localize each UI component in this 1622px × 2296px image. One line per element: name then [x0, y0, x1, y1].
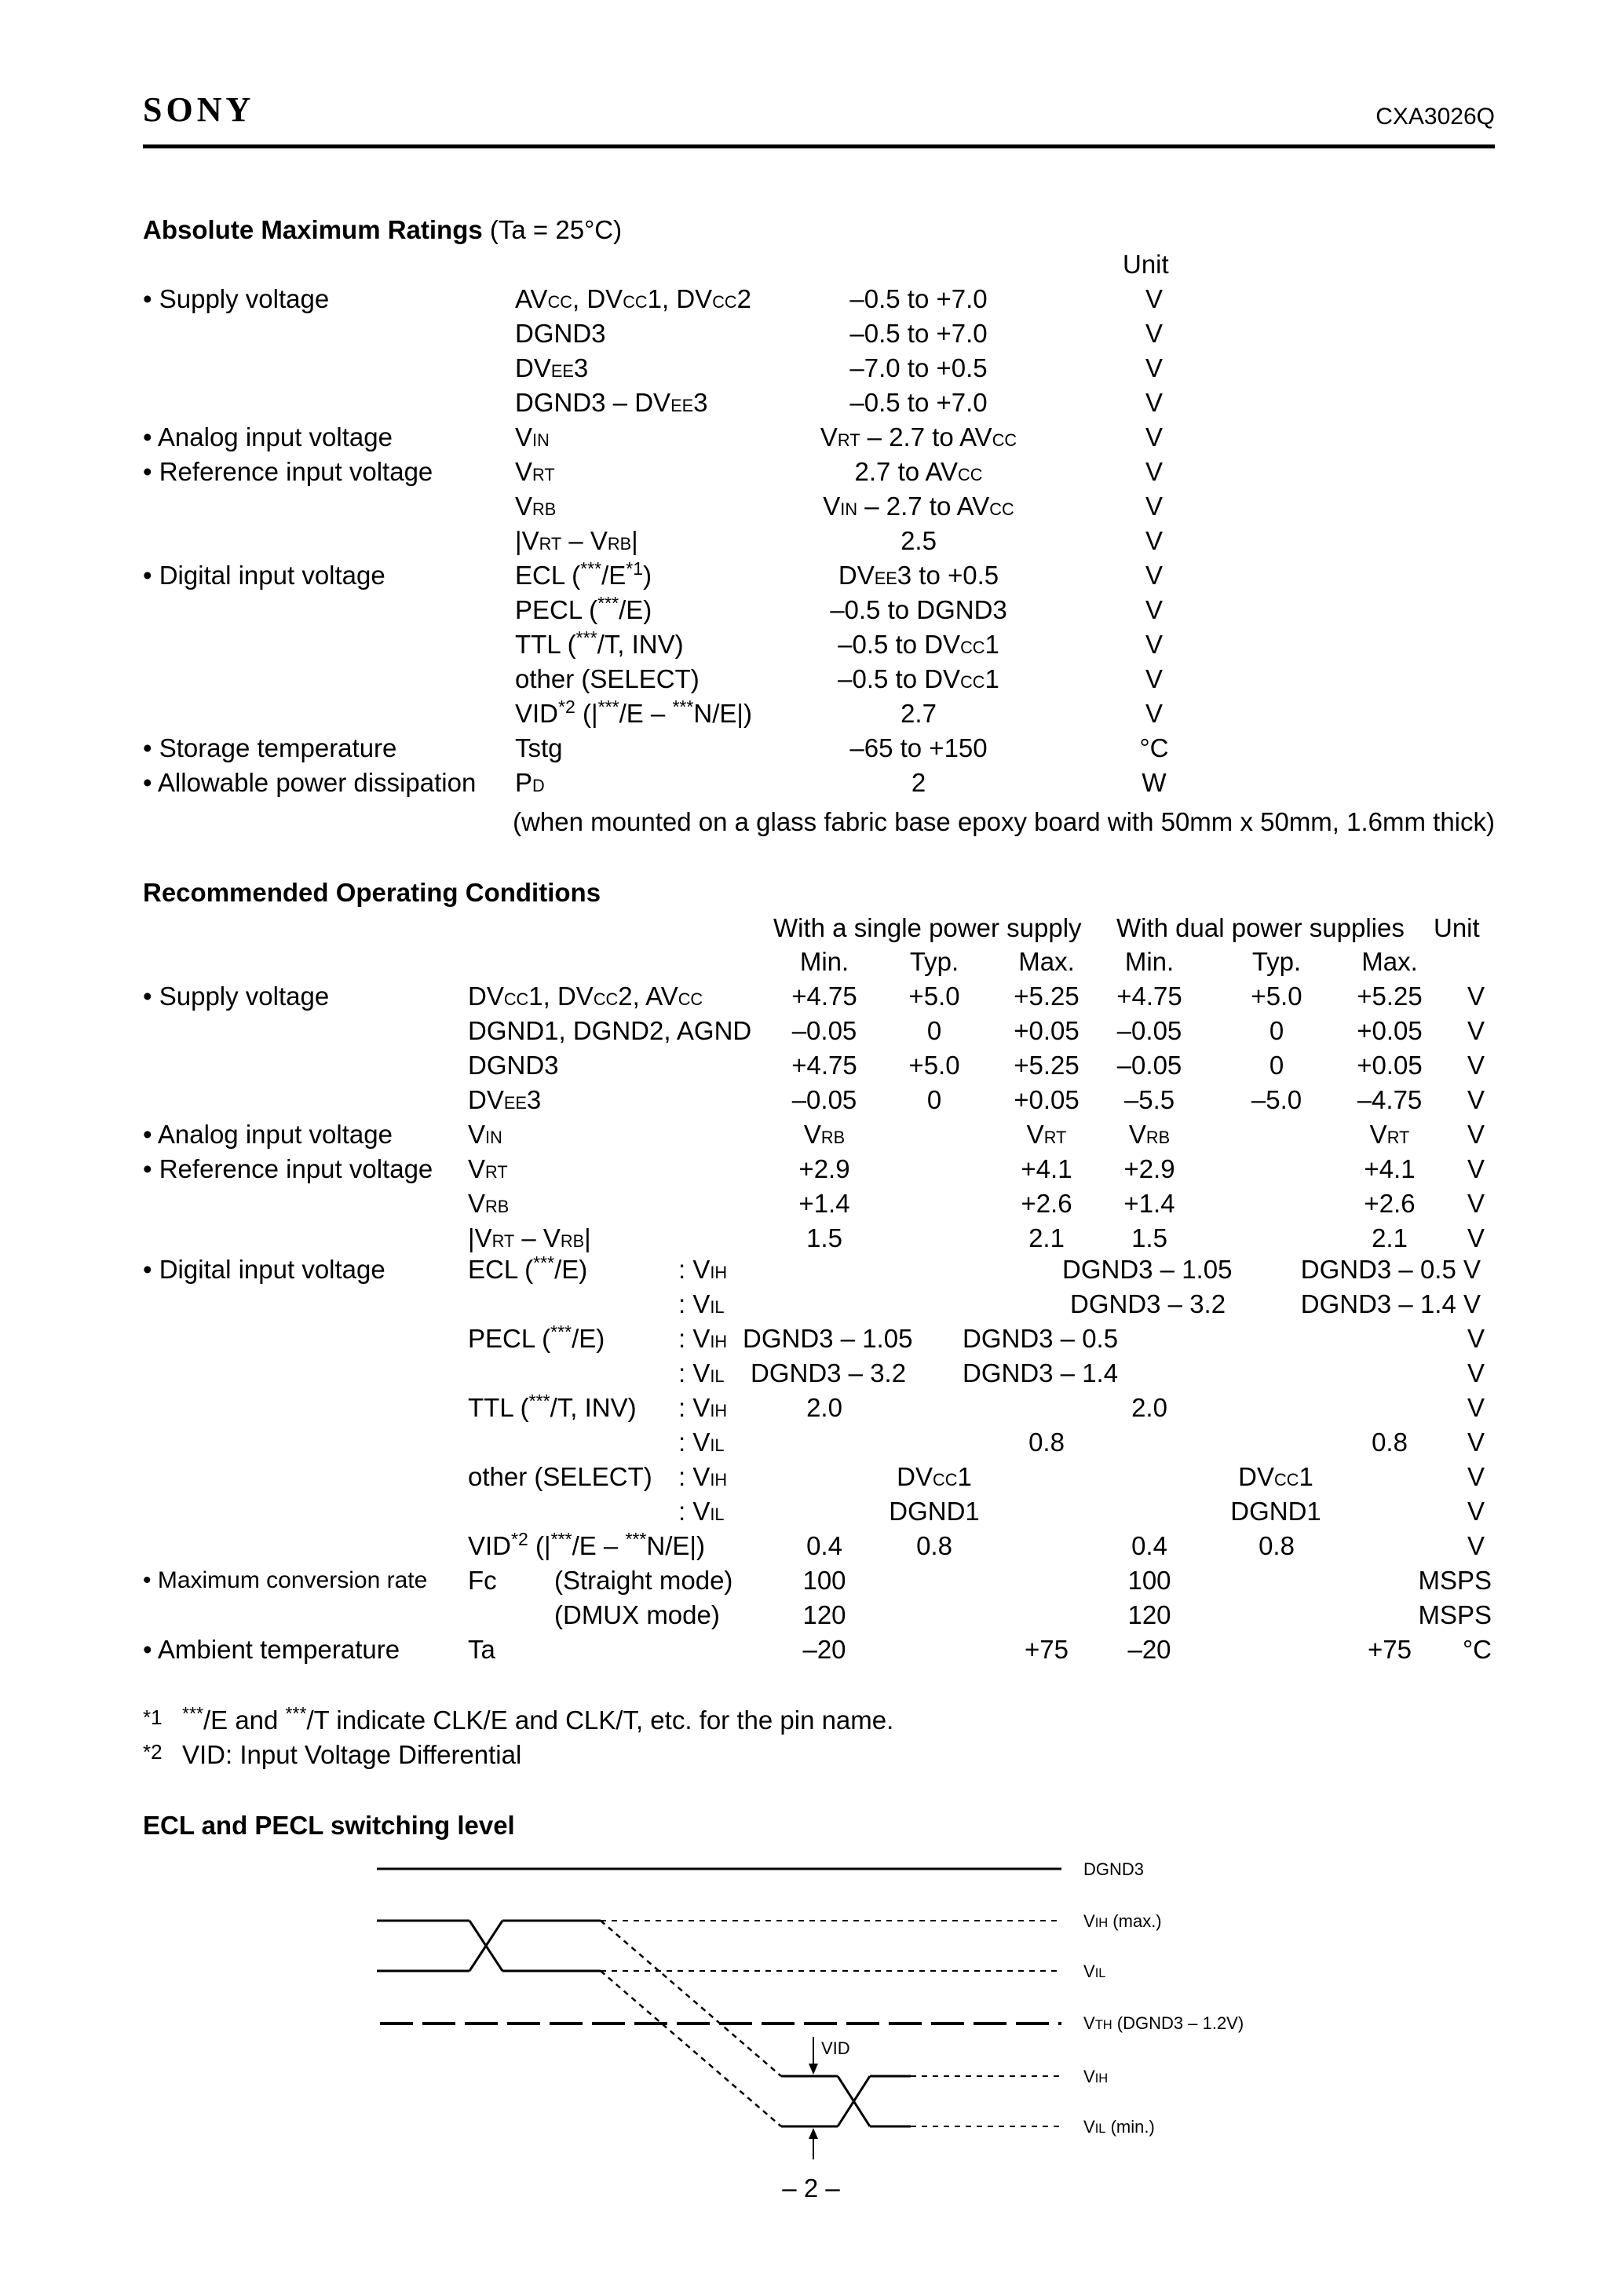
- roc-cell: +2.9: [798, 1154, 850, 1183]
- amr-symbol: Tstg: [515, 733, 563, 762]
- ta-label: • Ambient temperature: [143, 1635, 400, 1664]
- label-vil: VIL: [1083, 1961, 1106, 1981]
- roc-cell: +4.75: [791, 982, 857, 1011]
- roc-cell: 0: [1269, 1051, 1284, 1080]
- vid-col-4: 0.8: [1259, 1531, 1295, 1560]
- amr-symbol: ECL $(^{***}/E^{*1})$: [515, 558, 652, 590]
- amr-unit: V: [1145, 664, 1163, 693]
- amr-label: • Digital input voltage: [143, 561, 385, 590]
- amr-value: –0.5 to DVCC1: [838, 664, 999, 693]
- ecl-symbol: ECL (***/E): [468, 1252, 588, 1284]
- ta-unit: °C: [1462, 1635, 1492, 1664]
- other-symbol: other (SELECT): [468, 1462, 652, 1491]
- roc-cell: +0.05: [1357, 1051, 1423, 1080]
- other-vil-unit: V: [1467, 1497, 1485, 1526]
- roc-title: Recommended Operating Conditions: [143, 878, 601, 907]
- amr-label: • Analog input voltage: [143, 422, 393, 452]
- roc-symbol: DVCC1, DVCC2, AVCC: [468, 982, 703, 1011]
- amr-note: (when mounted on a glass fabric base epoxy board with 50mm x 50mm, 1.6mm thick): [513, 807, 1495, 836]
- roc-label: • Analog input voltage: [143, 1120, 393, 1149]
- fc-symbol: Fc: [468, 1566, 497, 1595]
- roc-cell: –4.75: [1357, 1085, 1423, 1114]
- roc-cell: VRB: [1128, 1120, 1171, 1149]
- roc-cell: –0.05: [1116, 1051, 1182, 1080]
- fc-dmux-unit: MSPS: [1418, 1600, 1492, 1629]
- roc-symbol: |VRT – VRB|: [468, 1223, 591, 1252]
- pecl-vih-unit: V: [1467, 1324, 1485, 1353]
- amr-symbol: DVEE3: [515, 353, 589, 382]
- pecl-vih-max: DGND3 – 0.5: [963, 1324, 1119, 1353]
- amr-unit: V: [1145, 526, 1163, 555]
- roc-cell: –0.05: [791, 1016, 857, 1045]
- amr-value: 2: [911, 768, 926, 797]
- amr-label: • Reference input voltage: [143, 457, 433, 486]
- footnote-1-text: ***/E and ***/T indicate CLK/E and CLK/T, etc. for the pin name.: [182, 1703, 894, 1735]
- amr-unit: V: [1145, 319, 1163, 348]
- fc-straight-unit: MSPS: [1418, 1566, 1492, 1595]
- part-number: CXA3026Q: [1375, 104, 1495, 130]
- amr-symbol: AVCC, DVCC1, DVCC2: [515, 284, 751, 313]
- amr-symbol: DGND3 – DVEE3: [515, 388, 708, 417]
- roc-unit: V: [1467, 1223, 1485, 1252]
- pecl-vil-unit: V: [1467, 1358, 1485, 1387]
- amr-unit: V: [1145, 388, 1163, 417]
- amr-symbol: DGND3: [515, 319, 606, 348]
- roc-group-single: With a single power supply: [773, 913, 1082, 942]
- amr-symbol: PD: [515, 768, 545, 797]
- roc-cell: +0.05: [1014, 1085, 1080, 1114]
- amr-unit: V: [1145, 595, 1163, 624]
- other-vil-single: DGND1: [889, 1497, 980, 1526]
- roc-unit-header: Unit: [1434, 913, 1480, 942]
- digital-label: • Digital input voltage: [143, 1255, 385, 1284]
- roc-cell: –5.5: [1123, 1085, 1175, 1114]
- amr-value: –7.0 to +0.5: [849, 353, 988, 382]
- label-vth: VTH (DGND3 – 1.2V): [1083, 2013, 1244, 2033]
- amr-value: VRT – 2.7 to AVCC: [820, 422, 1017, 452]
- roc-unit: V: [1467, 1154, 1485, 1183]
- roc-cell: 0: [926, 1016, 942, 1045]
- ecl-vih-max: DGND3 – 0.5 V: [1300, 1255, 1481, 1284]
- roc-cell: +0.05: [1014, 1016, 1080, 1045]
- amr-unit: V: [1145, 353, 1163, 382]
- amr-value: 2.5: [901, 526, 937, 555]
- fc-straight-single: 100: [802, 1566, 846, 1595]
- other-vih-unit: V: [1467, 1462, 1485, 1491]
- fc-straight-mode: (Straight mode): [554, 1566, 733, 1595]
- roc-cell: VRT: [1026, 1120, 1067, 1149]
- ecl-vih-label: : VIH: [678, 1255, 728, 1284]
- pecl-vil-min: DGND3 – 3.2: [751, 1358, 907, 1387]
- roc-cell: +5.0: [908, 982, 960, 1011]
- label-vid: VID: [821, 2038, 850, 2058]
- roc-cell: –0.05: [1116, 1016, 1182, 1045]
- ta-col-4: +75: [1368, 1635, 1412, 1664]
- label-vil-min: VIL (min.): [1083, 2117, 1155, 2137]
- amr-value: 2.7: [901, 699, 937, 728]
- amr-unit: V: [1145, 457, 1163, 486]
- pecl-vil-label: : VIL: [678, 1358, 725, 1387]
- footnote-1-mark: *1: [143, 1706, 163, 1729]
- amr-unit: V: [1145, 284, 1163, 313]
- roc-label: • Supply voltage: [143, 982, 330, 1011]
- amr-value: 2.7 to AVCC: [854, 457, 983, 486]
- other-vih-dual: DVCC1: [1238, 1462, 1313, 1491]
- vid-col-1: 0.4: [806, 1531, 842, 1560]
- roc-cell: 1.5: [806, 1223, 842, 1252]
- ttl-vih-label: : VIH: [678, 1393, 728, 1422]
- roc-cell: 2.1: [1372, 1223, 1408, 1252]
- brand-logo: SONY: [143, 90, 255, 129]
- ttl-vil-unit: V: [1467, 1428, 1485, 1457]
- label-vih: VIH: [1083, 2067, 1109, 2086]
- ecl-vih-min: DGND3 – 1.05: [1062, 1255, 1233, 1284]
- roc-cell: –0.05: [791, 1085, 857, 1114]
- roc-cell: +5.25: [1357, 982, 1423, 1011]
- roc-cell: +2.9: [1123, 1154, 1175, 1183]
- pecl-vil-max: DGND3 – 1.4: [963, 1358, 1119, 1387]
- roc-symbol: VRT: [468, 1154, 508, 1183]
- amr-unit: V: [1145, 561, 1163, 590]
- roc-subheader: Min.: [799, 947, 849, 976]
- other-vil-dual: DGND1: [1230, 1497, 1321, 1526]
- roc-group-dual: With dual power supplies: [1116, 913, 1405, 942]
- roc-cell: +2.6: [1021, 1189, 1072, 1218]
- roc-subheader: Max.: [1361, 947, 1418, 976]
- amr-symbol: VIN: [515, 422, 550, 452]
- roc-symbol: DVEE3: [468, 1085, 542, 1114]
- amr-unit: W: [1142, 768, 1167, 797]
- amr-label: • Supply voltage: [143, 284, 330, 313]
- amr-value: –0.5 to +7.0: [849, 388, 988, 417]
- roc-cell: +5.25: [1014, 982, 1080, 1011]
- ttl-symbol: TTL (***/T, INV): [468, 1391, 637, 1422]
- ta-symbol: Ta: [468, 1635, 495, 1664]
- amr-value: –0.5 to DVCC1: [838, 630, 999, 659]
- amr-symbol: VID$^{*2}$ (|***/E – ***N/E|): [515, 696, 752, 728]
- roc-cell: +1.4: [1123, 1189, 1175, 1218]
- amr-title: Absolute Maximum Ratings (Ta = 25°C): [143, 215, 623, 244]
- amr-label: • Allowable power dissipation: [143, 768, 477, 797]
- ttl-vih-unit: V: [1467, 1393, 1485, 1422]
- amr-value: VIN – 2.7 to AVCC: [823, 492, 1014, 521]
- diagram-title: ECL and PECL switching level: [143, 1811, 515, 1840]
- roc-unit: V: [1467, 982, 1485, 1011]
- roc-cell: –5.0: [1251, 1085, 1302, 1114]
- roc-cell: +4.75: [1116, 982, 1182, 1011]
- roc-unit: V: [1467, 1085, 1485, 1114]
- ta-col-3: –20: [1127, 1635, 1171, 1664]
- amr-symbol: |VRT – VRB|: [515, 526, 638, 555]
- roc-cell: +0.05: [1357, 1016, 1423, 1045]
- roc-cell: VRB: [803, 1120, 846, 1149]
- roc-cell: +5.0: [1251, 982, 1302, 1011]
- vid-col-2: 0.8: [916, 1531, 952, 1560]
- ttl-vil-label: : VIL: [678, 1428, 725, 1457]
- amr-unit: V: [1145, 422, 1163, 452]
- amr-label: • Storage temperature: [143, 733, 397, 762]
- vid-col-3: 0.4: [1131, 1531, 1167, 1560]
- roc-cell: +4.1: [1021, 1154, 1072, 1183]
- other-vil-label: : VIL: [678, 1497, 725, 1526]
- roc-cell: +4.75: [791, 1051, 857, 1080]
- amr-value: DVEE3 to +0.5: [838, 561, 999, 590]
- ta-col-1: –20: [802, 1635, 846, 1664]
- roc-cell: 0: [1269, 1016, 1284, 1045]
- amr-value: –0.5 to DGND3: [830, 595, 1007, 624]
- amr-symbol: VRB: [515, 492, 557, 521]
- roc-label: • Reference input voltage: [143, 1154, 433, 1183]
- amr-symbol: other (SELECT): [515, 664, 700, 693]
- roc-cell: 2.1: [1028, 1223, 1065, 1252]
- roc-cell: +2.6: [1364, 1189, 1416, 1218]
- roc-unit: V: [1467, 1051, 1485, 1080]
- label-vih-max: VIH (max.): [1083, 1911, 1162, 1931]
- label-dgnd3: DGND3: [1083, 1859, 1145, 1879]
- roc-symbol: DGND3: [468, 1051, 559, 1080]
- ecl-vil-label: : VIL: [678, 1289, 725, 1318]
- ttl-vil-single: 0.8: [1028, 1428, 1065, 1457]
- roc-subheader: Typ.: [909, 947, 959, 976]
- roc-cell: +5.25: [1014, 1051, 1080, 1080]
- footnote-2-mark: *2: [143, 1740, 163, 1764]
- amr-value: –0.5 to +7.0: [849, 319, 988, 348]
- fc-straight-dual: 100: [1127, 1566, 1171, 1595]
- vid-symbol: VID$^{*2}$ (|***/E – ***N/E|): [468, 1529, 705, 1560]
- roc-cell: VRT: [1369, 1120, 1410, 1149]
- footnote-2-text: VID: Input Voltage Differential: [182, 1740, 522, 1769]
- roc-unit: V: [1467, 1120, 1485, 1149]
- amr-unit: V: [1145, 630, 1163, 659]
- ttl-vih-single: 2.0: [806, 1393, 842, 1422]
- other-vih-label: : VIH: [678, 1462, 728, 1491]
- roc-cell: +5.0: [908, 1051, 960, 1080]
- pecl-vih-min: DGND3 – 1.05: [743, 1324, 913, 1353]
- page-number: – 2 –: [782, 2174, 840, 2203]
- vid-unit: V: [1467, 1531, 1485, 1560]
- ttl-vil-dual: 0.8: [1372, 1428, 1408, 1457]
- pecl-vih-label: : VIH: [678, 1324, 728, 1353]
- roc-cell: 1.5: [1131, 1223, 1167, 1252]
- pecl-symbol: PECL (***/E): [468, 1322, 605, 1353]
- ecl-vil-max: DGND3 – 1.4 V: [1300, 1289, 1481, 1318]
- roc-symbol: VIN: [468, 1120, 502, 1149]
- amr-symbol: TTL (***/T, INV): [515, 627, 684, 659]
- amr-unit: V: [1145, 699, 1163, 728]
- fc-dmux-single: 120: [802, 1600, 846, 1629]
- roc-symbol: DGND1, DGND2, AGND: [468, 1016, 752, 1045]
- amr-value: –0.5 to +7.0: [849, 284, 988, 313]
- amr-symbol: VRT: [515, 457, 555, 486]
- roc-subheader: Min.: [1124, 947, 1174, 976]
- amr-unit-header: Unit: [1123, 250, 1169, 279]
- amr-value: –65 to +150: [849, 733, 988, 762]
- roc-unit: V: [1467, 1189, 1485, 1218]
- amr-unit: °C: [1139, 733, 1169, 762]
- amr-unit: V: [1145, 492, 1163, 521]
- ta-col-2: +75: [1025, 1635, 1069, 1664]
- roc-cell: +1.4: [798, 1189, 850, 1218]
- fc-dmux-dual: 120: [1127, 1600, 1171, 1629]
- fc-label: • Maximum conversion rate: [143, 1567, 428, 1593]
- roc-symbol: VRB: [468, 1189, 510, 1218]
- roc-subheader: Max.: [1018, 947, 1075, 976]
- fc-dmux-mode: (DMUX mode): [554, 1600, 720, 1629]
- roc-cell: +4.1: [1364, 1154, 1416, 1183]
- other-vih-single: DVCC1: [897, 1462, 972, 1491]
- ecl-vil-min: DGND3 – 3.2: [1070, 1289, 1226, 1318]
- roc-cell: 0: [926, 1085, 942, 1114]
- roc-unit: V: [1467, 1016, 1485, 1045]
- roc-subheader: Typ.: [1251, 947, 1302, 976]
- amr-symbol: PECL (***/E): [515, 593, 652, 624]
- ttl-vih-dual: 2.0: [1131, 1393, 1167, 1422]
